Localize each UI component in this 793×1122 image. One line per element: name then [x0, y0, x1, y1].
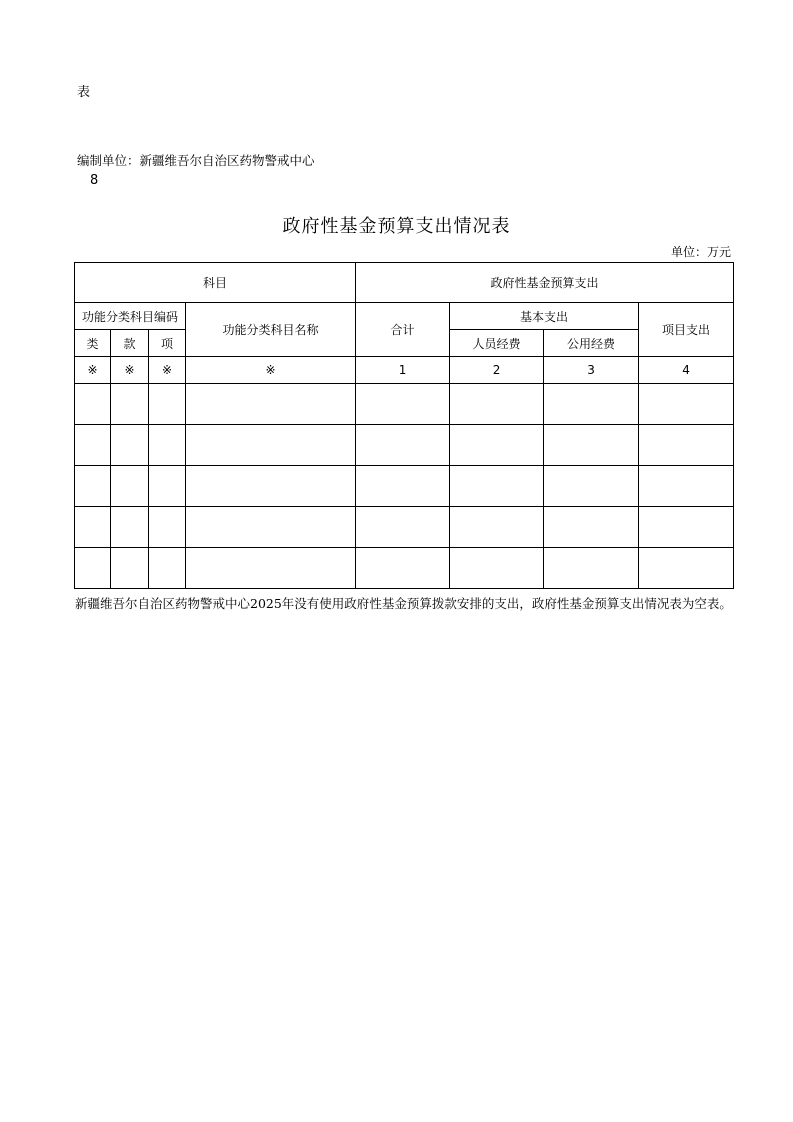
table-row — [75, 507, 734, 548]
table-cell — [75, 384, 111, 425]
table-cell — [111, 507, 149, 548]
header-func-name: 功能分类科目名称 — [186, 303, 356, 357]
table-row — [75, 384, 734, 425]
table-cell — [111, 425, 149, 466]
pre-label: 表 — [77, 85, 91, 100]
table-cell — [356, 466, 450, 507]
table-cell — [186, 466, 356, 507]
header-xiang: 项 — [149, 330, 186, 357]
page-title: 政府性基金预算支出情况表 — [282, 216, 511, 237]
table-cell — [149, 466, 186, 507]
table-cell — [186, 384, 356, 425]
table-cell — [75, 548, 111, 589]
table-cell — [450, 507, 544, 548]
table-cell — [111, 548, 149, 589]
table-row — [75, 548, 734, 589]
table-cell — [356, 425, 450, 466]
table-cell — [544, 425, 639, 466]
index-cell: 4 — [639, 357, 734, 384]
table-cell — [450, 466, 544, 507]
table-cell — [149, 384, 186, 425]
header-project: 项目支出 — [639, 303, 734, 357]
table-row — [75, 425, 734, 466]
table-cell — [356, 548, 450, 589]
index-row — [75, 357, 734, 384]
table-cell — [75, 425, 111, 466]
index-cell: ※ — [149, 357, 186, 384]
table-row — [75, 466, 734, 507]
table-cell — [111, 466, 149, 507]
index-cell: 1 — [356, 357, 450, 384]
index-cell: ※ — [186, 357, 356, 384]
table-cell — [149, 507, 186, 548]
table-cell — [639, 548, 734, 589]
table-cell — [149, 425, 186, 466]
header-subject: 科目 — [75, 263, 356, 303]
page-number: 8 — [90, 173, 99, 188]
header-kuan: 款 — [111, 330, 149, 357]
header-basic: 基本支出 — [450, 303, 639, 330]
table-cell — [186, 548, 356, 589]
index-cell: 2 — [450, 357, 544, 384]
table-cell — [356, 507, 450, 548]
table-cell — [186, 425, 356, 466]
header-func-code: 功能分类科目编码 — [75, 303, 186, 330]
table-cell — [544, 384, 639, 425]
table-cell — [356, 384, 450, 425]
header-cat: 类 — [75, 330, 111, 357]
table-cell — [111, 384, 149, 425]
table-cell — [639, 425, 734, 466]
table-cell — [149, 548, 186, 589]
index-cell: ※ — [75, 357, 111, 384]
index-cell: 3 — [544, 357, 639, 384]
note-text: 新疆维吾尔自治区药物警戒中心2025年没有使用政府性基金预算拨款安排的支出，政府性基金预算支出情况表为空表。 — [75, 596, 732, 611]
budget-table — [74, 262, 734, 589]
table-cell — [75, 466, 111, 507]
table-cell — [186, 507, 356, 548]
header-public: 公用经费 — [544, 330, 639, 357]
table-cell — [544, 466, 639, 507]
header-total: 合计 — [356, 303, 450, 357]
header-budget: 政府性基金预算支出 — [356, 263, 734, 303]
table-cell — [639, 507, 734, 548]
compiling-unit: 编制单位：新疆维吾尔自治区药物警戒中心 — [77, 153, 315, 168]
table-cell — [544, 548, 639, 589]
unit-label: 单位：万元 — [671, 245, 732, 259]
table-cell — [450, 425, 544, 466]
table-cell — [544, 507, 639, 548]
table-cell — [75, 507, 111, 548]
header-personnel: 人员经费 — [450, 330, 544, 357]
table-cell — [450, 384, 544, 425]
index-cell: ※ — [111, 357, 149, 384]
table-cell — [450, 548, 544, 589]
table-cell — [639, 466, 734, 507]
table-cell — [639, 384, 734, 425]
